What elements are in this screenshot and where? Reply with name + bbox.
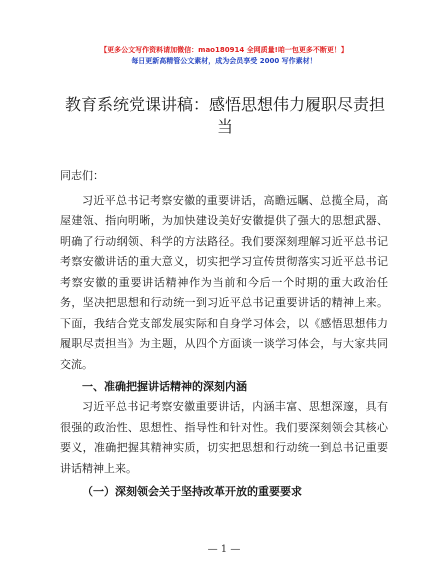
greeting: 同志们：: [60, 169, 104, 182]
page-number: — 1 —: [207, 544, 241, 555]
paragraph-section-1: 习近平总书记考察安徽重要讲话，内涵丰富、思想深邃，具有很强的政治性、思想性、指导性和针对性。我们要深刻领会其核心要义，准确把握其精神实质，切实把思想和行动统一到总书记重要讲话精神上来。: [60, 400, 388, 475]
section-heading-1: 一、准确把握讲话精神的深刻内涵: [82, 380, 247, 393]
promo-banner-line-1: 【更多公文写作资料请加微信：mao180914 全网质量!咱一包更多不断更！】: [100, 46, 348, 54]
promo-banner: [0, 45, 448, 67]
subsection-heading-1: （一）深刻领会关于坚持改革开放的重要要求: [82, 485, 302, 498]
paragraph-intro: 习近平总书记考察安徽的重要讲话，高瞻远瞩、总揽全局，高屋建瓴、指向明晰，为加快建设美好安徽提供了强大的思想武器、明确了行动纲领、科学的方法路径。我们要深刻理解习近平总书记考察安徽讲话的重大意义，切实把学习宣传贯彻落实习近平总书记考察安徽的重要讲话精神作为当前和今后一个时期的重大政治任务，坚决把思想和行动统一到习近平总书记重要讲话的精神上来。下面，我结合党支部发展实际和自身学习体会，以《感悟思想伟力履职尽责担当》为主题，从四个方面谈一谈学习体会，与大家共同交流。: [60, 193, 388, 371]
document-body: [60, 166, 388, 502]
document-title: 教育系统党课讲稿：感悟思想伟力履职尽责担当: [64, 95, 385, 136]
promo-banner-line-2: 每日更新高精管公文素材，成为会员享受 2000 写作素材！: [131, 57, 317, 65]
